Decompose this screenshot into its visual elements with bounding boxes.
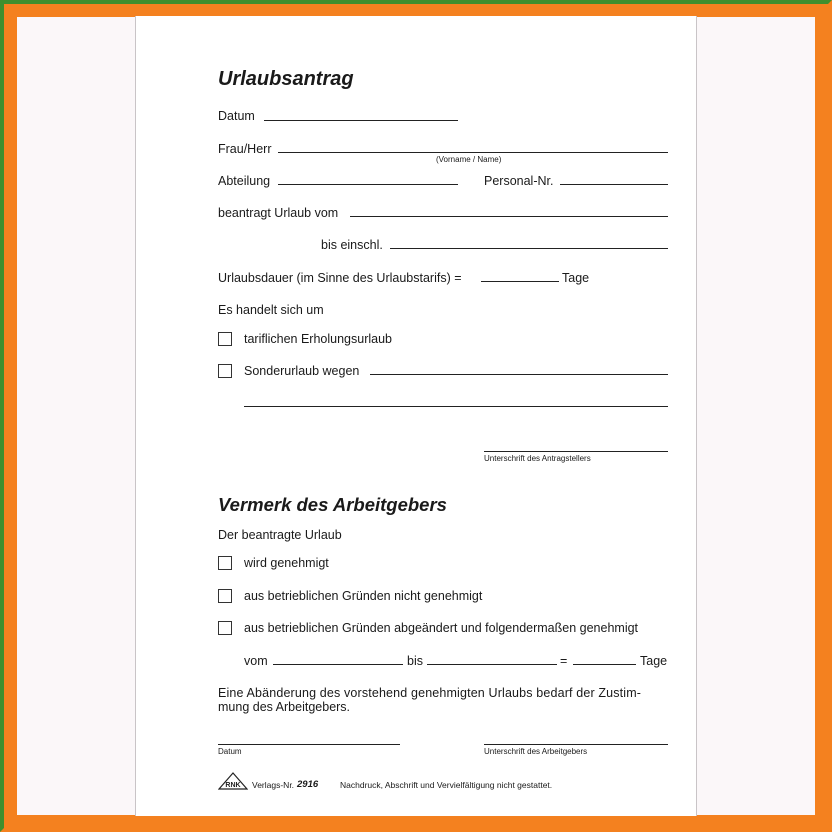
personnel-label: Personal-Nr.	[484, 174, 554, 188]
checkbox-icon[interactable]	[218, 556, 232, 570]
employer-equals: =	[560, 654, 568, 668]
name-label: Frau/Herr	[218, 142, 272, 156]
copyright-notice: Nachdruck, Abschrift und Vervielfältigung nicht gestattet.	[340, 780, 553, 790]
employer-datum-label: Datum	[218, 747, 242, 756]
option-sonder-label: Sonderurlaub wegen	[244, 364, 360, 378]
employer-to-label: bis	[407, 654, 423, 668]
name-hint: (Vorname / Name)	[436, 155, 502, 164]
datum-line[interactable]	[264, 120, 458, 121]
form-title: Urlaubsantrag	[218, 68, 354, 90]
option-approved-label: wird genehmigt	[244, 556, 329, 570]
from-line[interactable]	[350, 216, 668, 217]
option-tarif-label: tariflichen Erholungsurlaub	[244, 332, 393, 346]
verlag-number: 2916	[297, 779, 319, 790]
checkbox-icon[interactable]	[218, 332, 232, 346]
employer-days-label: Tage	[640, 654, 668, 668]
publisher-logo-icon	[218, 772, 248, 790]
form-sheet	[135, 16, 697, 816]
department-line[interactable]	[278, 184, 458, 185]
name-line[interactable]	[278, 152, 668, 153]
checkbox-icon[interactable]	[218, 621, 232, 635]
logo-text: RNK	[225, 782, 241, 789]
option-modified-label: aus betrieblichen Gründen abgeändert und folgendermaßen genehmigt	[244, 621, 639, 635]
employer-signature-label: Unterschrift des Arbeitgebers	[484, 747, 588, 756]
option-denied-label: aus betrieblichen Gründen nicht genehmigt	[244, 589, 483, 603]
sonder-reason-line-2[interactable]	[244, 406, 668, 407]
employer-intro: Der beantragte Urlaub	[218, 528, 342, 542]
employer-title: Vermerk des Arbeitgebers	[218, 494, 447, 515]
employer-from-label: vom	[244, 654, 268, 668]
applicant-signature-label: Unterschrift des Antragstellers	[484, 454, 591, 463]
employer-datum-line[interactable]	[218, 744, 400, 745]
checkbox-icon[interactable]	[218, 364, 232, 378]
sonder-reason-line[interactable]	[370, 374, 668, 375]
employer-to-line[interactable]	[427, 664, 557, 665]
department-label: Abteilung	[218, 174, 271, 188]
checkbox-icon[interactable]	[218, 589, 232, 603]
type-intro: Es handelt sich um	[218, 303, 324, 317]
duration-line[interactable]	[481, 281, 559, 282]
datum-label: Datum	[218, 109, 255, 123]
duration-days-label: Tage	[562, 271, 590, 285]
to-label: bis einschl.	[321, 238, 383, 252]
duration-label: Urlaubsdauer (im Sinne des Urlaubstarifs) =	[218, 271, 462, 285]
employer-days-line[interactable]	[573, 664, 636, 665]
to-line[interactable]	[390, 248, 668, 249]
from-label: beantragt Urlaub vom	[218, 206, 339, 220]
employer-from-line[interactable]	[273, 664, 403, 665]
applicant-signature-line[interactable]	[484, 451, 668, 452]
employer-note-line1: Eine Abänderung des vorstehend genehmigten Urlaubs bedarf der Zustim-	[218, 686, 642, 700]
verlag-label: Verlags-Nr.	[252, 780, 295, 790]
personnel-line[interactable]	[560, 184, 668, 185]
employer-note-line2: mung des Arbeitgebers.	[218, 700, 351, 714]
employer-signature-line[interactable]	[484, 744, 668, 745]
